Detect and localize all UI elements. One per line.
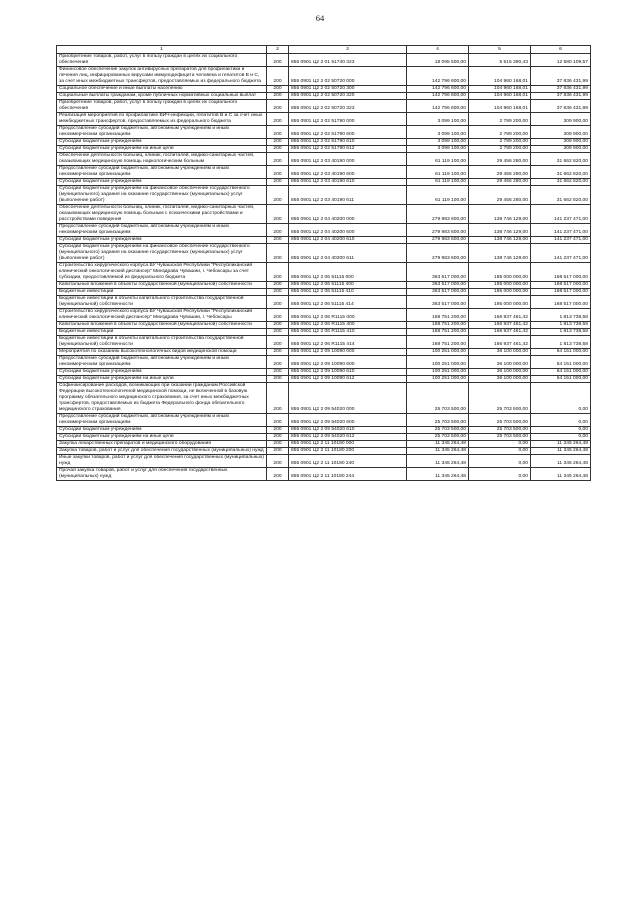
item-name-cell: Предоставление субсидий бюджетным, автономным учреждениям и иным некоммерческим организациям (57, 414, 267, 427)
executed-amount-cell: 0,00 (469, 448, 531, 455)
unexecuted-amount-cell: 37 836 431,99 (531, 67, 591, 86)
table-row (57, 153, 591, 166)
table-row (57, 376, 591, 383)
executed-amount-cell: 195 000 000,00 (469, 263, 531, 282)
unexecuted-amount-cell: 0,00 (531, 414, 591, 427)
unexecuted-amount-cell: 141 237 471,00 (531, 244, 591, 263)
table-body (57, 54, 591, 481)
approved-amount-cell: 25 703 500,00 (407, 414, 469, 427)
table-row (57, 336, 591, 349)
indicator-code-cell: 200 (267, 356, 289, 369)
budget-classification-code-cell: 855 0901 Ц2 2 06 R1115 400 (289, 322, 407, 329)
indicator-code-cell: 200 (267, 414, 289, 427)
unexecuted-amount-cell: 64 151 000,00 (531, 356, 591, 369)
approved-amount-cell: 61 119 100,00 (407, 186, 469, 205)
table-row (57, 86, 591, 93)
indicator-code-cell: 200 (267, 93, 289, 100)
item-name-cell: Прочая закупка товаров, работ и услуг для обеспечения государственных (муниципальных) нужд (57, 468, 267, 481)
indicator-code-cell: 200 (267, 54, 289, 67)
table-row (57, 289, 591, 296)
budget-classification-code-cell: 855 0901 Ц2 2 03 40190 600 (289, 166, 407, 179)
column-header: 6 (531, 46, 591, 54)
item-name-cell: Бюджетные инвестиции в объекты капитального строительства государственной (муниципальной) собственности (57, 336, 267, 349)
indicator-code-cell: 200 (267, 434, 289, 441)
column-header: 1 (57, 46, 267, 54)
budget-classification-code-cell: 855 0901 Ц2 2 04 40200 611 (289, 244, 407, 263)
executed-amount-cell: 29 456 280,00 (469, 179, 531, 186)
unexecuted-amount-cell: 168 517 000,00 (531, 296, 591, 309)
approved-amount-cell: 100 251 000,00 (407, 376, 469, 383)
item-name-cell: Социальное обеспечение и иные выплаты населению (57, 86, 267, 93)
budget-classification-code-cell: 855 0901 Ц2 2 02 50720 320 (289, 93, 407, 100)
unexecuted-amount-cell: 309 900,00 (531, 126, 591, 139)
item-name-cell: Бюджетные инвестиции (57, 289, 267, 296)
approved-amount-cell: 100 251 000,00 (407, 369, 469, 376)
table-row (57, 455, 591, 468)
item-name-cell: Приобретение товаров, работ, услуг в пользу граждан в целях их социального обеспечения (57, 100, 267, 113)
executed-amount-cell: 138 746 129,00 (469, 224, 531, 237)
approved-amount-cell: 142 796 600,00 (407, 93, 469, 100)
approved-amount-cell: 279 983 600,00 (407, 205, 469, 224)
approved-amount-cell: 18 095 500,00 (407, 54, 469, 67)
item-name-cell: Бюджетные инвестиции в объекты капитального строительства государственной (муниципальной) собственности (57, 296, 267, 309)
budget-classification-code-cell: 855 0901 Ц2 2 09 10090 000 (289, 349, 407, 356)
executed-amount-cell: 36 100 000,00 (469, 349, 531, 356)
unexecuted-amount-cell: 309 900,00 (531, 146, 591, 153)
approved-amount-cell: 142 796 600,00 (407, 100, 469, 113)
item-name-cell: Субсидии бюджетным учреждениям на финансовое обеспечение государственного (муниципального) задания на оказание государственных (муниципальных) услуг (выполнение работ) (57, 244, 267, 263)
executed-amount-cell: 166 937 461,42 (469, 322, 531, 329)
unexecuted-amount-cell: 141 237 471,00 (531, 237, 591, 244)
indicator-code-cell: 200 (267, 448, 289, 455)
budget-classification-code-cell: 855 0901 Ц2 2 02 50720 000 (289, 67, 407, 86)
approved-amount-cell: 25 703 500,00 (407, 427, 469, 434)
item-name-cell: Мероприятия по оказанию высокотехнологичных видов медицинской помощи (57, 349, 267, 356)
budget-classification-code-cell: 855 0901 Ц2 2 11 10180 200 (289, 448, 407, 455)
executed-amount-cell: 104 960 168,01 (469, 100, 531, 113)
column-header: 5 (469, 46, 531, 54)
item-name-cell: Предоставление субсидий бюджетным, автономным учреждениям и иным некоммерческим организациям (57, 126, 267, 139)
unexecuted-amount-cell: 309 900,00 (531, 113, 591, 126)
indicator-code-cell: 200 (267, 244, 289, 263)
executed-amount-cell: 138 746 129,00 (469, 237, 531, 244)
unexecuted-amount-cell: 37 836 431,99 (531, 100, 591, 113)
budget-classification-code-cell: 855 0901 Ц2 2 11 10180 240 (289, 455, 407, 468)
page-number: 64 (315, 13, 325, 23)
executed-amount-cell: 166 937 461,42 (469, 336, 531, 349)
approved-amount-cell: 3 099 100,00 (407, 126, 469, 139)
budget-classification-code-cell: 855 0901 Ц2 2 03 40190 611 (289, 186, 407, 205)
item-name-cell: Закупка лекарственных препаратов и медицинского оборудования (57, 441, 267, 448)
unexecuted-amount-cell: 0,00 (531, 427, 591, 434)
item-name-cell: Капитальные вложения в объекты государственной (муниципальной) собственности (57, 282, 267, 289)
executed-amount-cell: 36 100 000,00 (469, 356, 531, 369)
approved-amount-cell: 3 099 100,00 (407, 139, 469, 146)
approved-amount-cell: 279 983 600,00 (407, 244, 469, 263)
indicator-code-cell: 200 (267, 205, 289, 224)
budget-classification-code-cell: 855 0901 Ц2 2 11 10180 244 (289, 468, 407, 481)
approved-amount-cell: 11 345 264,48 (407, 448, 469, 455)
item-name-cell: Субсидии бюджетным учреждениям (57, 237, 267, 244)
unexecuted-amount-cell: 64 151 000,00 (531, 369, 591, 376)
executed-amount-cell: 195 000 000,00 (469, 282, 531, 289)
item-name-cell: Социальные выплаты гражданам, кроме публичных нормативных социальных выплат (57, 93, 267, 100)
indicator-code-cell: 200 (267, 349, 289, 356)
table-row (57, 100, 591, 113)
indicator-code-cell: 200 (267, 166, 289, 179)
indicator-code-cell: 200 (267, 455, 289, 468)
executed-amount-cell: 29 456 280,00 (469, 166, 531, 179)
executed-amount-cell: 195 000 000,00 (469, 296, 531, 309)
executed-amount-cell: 104 960 168,01 (469, 67, 531, 86)
item-name-cell: Иные закупки товаров, работ и услуг для обеспечения государственных (муниципальных) нужд (57, 455, 267, 468)
budget-execution-table (56, 45, 591, 481)
approved-amount-cell: 142 796 600,00 (407, 67, 469, 86)
unexecuted-amount-cell: 64 151 000,00 (531, 376, 591, 383)
budget-classification-code-cell: 855 0901 Ц2 2 06 R1115 414 (289, 336, 407, 349)
approved-amount-cell: 168 751 200,00 (407, 322, 469, 329)
unexecuted-amount-cell: 1 813 738,58 (531, 309, 591, 322)
indicator-code-cell: 200 (267, 263, 289, 282)
item-name-cell: Субсидии бюджетным учреждениям на иные цели (57, 376, 267, 383)
budget-classification-code-cell: 855 0901 Ц2 2 02 50720 323 (289, 100, 407, 113)
executed-amount-cell: 29 456 280,00 (469, 153, 531, 166)
approved-amount-cell: 11 345 264,48 (407, 468, 469, 481)
table-row (57, 383, 591, 414)
table-row (57, 296, 591, 309)
approved-amount-cell: 25 703 500,00 (407, 434, 469, 441)
unexecuted-amount-cell: 31 662 820,00 (531, 166, 591, 179)
approved-amount-cell: 168 751 200,00 (407, 336, 469, 349)
executed-amount-cell: 0,00 (469, 468, 531, 481)
unexecuted-amount-cell: 1 813 738,58 (531, 336, 591, 349)
unexecuted-amount-cell: 0,00 (531, 383, 591, 414)
item-name-cell: Субсидии бюджетным учреждениям (57, 139, 267, 146)
approved-amount-cell: 168 751 200,00 (407, 309, 469, 322)
table-row (57, 67, 591, 86)
executed-amount-cell: 138 746 129,00 (469, 205, 531, 224)
approved-amount-cell: 3 099 100,00 (407, 113, 469, 126)
unexecuted-amount-cell: 309 900,00 (531, 139, 591, 146)
table-row (57, 126, 591, 139)
executed-amount-cell: 25 703 500,00 (469, 427, 531, 434)
indicator-code-cell: 200 (267, 179, 289, 186)
table-row (57, 146, 591, 153)
table-row (57, 448, 591, 455)
indicator-code-cell: 200 (267, 100, 289, 113)
executed-amount-cell: 166 937 461,42 (469, 329, 531, 336)
unexecuted-amount-cell: 1 813 738,58 (531, 322, 591, 329)
table-row (57, 468, 591, 481)
budget-classification-code-cell: 855 0901 Ц2 2 09 10090 600 (289, 356, 407, 369)
indicator-code-cell: 200 (267, 146, 289, 153)
item-name-cell: Обеспечение деятельности больниц, клиник, госпиталей, медико-санитарных частей, оказывающих медицинскую помощь больным с психическими расстройствами и расстройствами поведения (57, 205, 267, 224)
table-row (57, 179, 591, 186)
budget-classification-code-cell: 855 0901 Ц2 2 06 51115 400 (289, 282, 407, 289)
approved-amount-cell: 363 517 000,00 (407, 263, 469, 282)
table-row (57, 369, 591, 376)
approved-amount-cell: 61 119 100,00 (407, 166, 469, 179)
budget-classification-code-cell: 855 0901 Ц2 2 06 R1115 410 (289, 329, 407, 336)
budget-classification-code-cell: 855 0901 Ц2 2 09 54020 612 (289, 434, 407, 441)
item-name-cell: Реализация мероприятий по профилактике ВИЧ-инфекции, гепатитов В и С за счет иных межбюджетных трансфертов, предоставляемых из федерального бюджета (57, 113, 267, 126)
budget-classification-code-cell: 855 0901 Ц2 2 09 10090 612 (289, 376, 407, 383)
table-row (57, 322, 591, 329)
item-name-cell: Обеспечение деятельности больниц, клиник, госпиталей, медико-санитарных частей, оказывающих медицинскую помощь наркологическим больным (57, 153, 267, 166)
approved-amount-cell: 61 119 100,00 (407, 153, 469, 166)
indicator-code-cell: 200 (267, 383, 289, 414)
budget-classification-code-cell: 855 0901 Ц2 2 06 R1115 000 (289, 309, 407, 322)
indicator-code-cell: 200 (267, 468, 289, 481)
item-name-cell: Софинансирование расходов, возникающих при оказании гражданам Российской Федерации высокотехнологичной медицинской помощи, не включенной в базовую программу обязательного медицинского страхования, за счет иных межбюджетных трансфертов, предоставляемых из бюджета Федерального фонда обязательного медицинского страхования (57, 383, 267, 414)
executed-amount-cell: 104 960 168,01 (469, 86, 531, 93)
executed-amount-cell: 25 703 500,00 (469, 414, 531, 427)
table-row (57, 441, 591, 448)
budget-classification-code-cell: 855 0901 Ц2 2 03 40190 610 (289, 179, 407, 186)
table-row (57, 237, 591, 244)
item-name-cell: Строительство хирургического корпуса БУ Чувашской Республики "Республиканский клинический онкологический диспансер" Минздрава Чувашии, г. Чебоксары (57, 309, 267, 322)
unexecuted-amount-cell: 1 813 738,58 (531, 329, 591, 336)
unexecuted-amount-cell: 37 836 431,99 (531, 93, 591, 100)
budget-classification-code-cell: 855 0901 Ц2 2 06 51115 410 (289, 289, 407, 296)
unexecuted-amount-cell: 168 517 000,00 (531, 263, 591, 282)
approved-amount-cell: 11 345 264,48 (407, 441, 469, 448)
table-row (57, 244, 591, 263)
budget-classification-code-cell: 855 0901 Ц2 2 01 51740 323 (289, 54, 407, 67)
indicator-code-cell: 200 (267, 282, 289, 289)
budget-classification-code-cell: 855 0901 Ц2 2 04 40200 000 (289, 205, 407, 224)
indicator-code-cell: 200 (267, 153, 289, 166)
approved-amount-cell: 168 751 200,00 (407, 329, 469, 336)
item-name-cell: Бюджетные инвестиции (57, 329, 267, 336)
unexecuted-amount-cell: 0,00 (531, 434, 591, 441)
table-row (57, 113, 591, 126)
indicator-code-cell: 200 (267, 139, 289, 146)
unexecuted-amount-cell: 64 151 000,00 (531, 349, 591, 356)
table-row (57, 434, 591, 441)
indicator-code-cell: 200 (267, 336, 289, 349)
indicator-code-cell: 200 (267, 186, 289, 205)
budget-classification-code-cell: 855 0901 Ц2 2 02 51790 610 (289, 139, 407, 146)
unexecuted-amount-cell: 168 517 000,00 (531, 282, 591, 289)
approved-amount-cell: 61 119 100,00 (407, 179, 469, 186)
table-row (57, 329, 591, 336)
approved-amount-cell: 100 251 000,00 (407, 356, 469, 369)
table-row (57, 205, 591, 224)
unexecuted-amount-cell: 31 662 820,00 (531, 153, 591, 166)
unexecuted-amount-cell: 12 580 109,57 (531, 54, 591, 67)
table-row (57, 414, 591, 427)
table-row (57, 93, 591, 100)
budget-classification-code-cell: 855 0901 Ц2 2 02 51790 612 (289, 146, 407, 153)
item-name-cell: Предоставление субсидий бюджетным, автономным учреждениям и иным некоммерческим организациям (57, 356, 267, 369)
unexecuted-amount-cell: 11 345 264,48 (531, 468, 591, 481)
item-name-cell: Предоставление субсидий бюджетным, автономным учреждениям и иным некоммерческим организациям (57, 224, 267, 237)
indicator-code-cell: 200 (267, 67, 289, 86)
indicator-code-cell: 200 (267, 322, 289, 329)
item-name-cell: Капитальные вложения в объекты государственной (муниципальной) собственности (57, 322, 267, 329)
item-name-cell: Субсидии бюджетным учреждениям (57, 179, 267, 186)
indicator-code-cell: 200 (267, 369, 289, 376)
indicator-code-cell: 200 (267, 309, 289, 322)
table-row (57, 263, 591, 282)
approved-amount-cell: 11 345 264,48 (407, 455, 469, 468)
item-name-cell: Субсидии бюджетным учреждениям (57, 369, 267, 376)
approved-amount-cell: 279 983 600,00 (407, 237, 469, 244)
budget-classification-code-cell: 855 0901 Ц2 2 09 54020 000 (289, 383, 407, 414)
budget-classification-code-cell: 855 0901 Ц2 2 06 51115 000 (289, 263, 407, 282)
indicator-code-cell: 200 (267, 296, 289, 309)
indicator-code-cell: 200 (267, 237, 289, 244)
budget-classification-code-cell: 855 0901 Ц2 2 09 54020 600 (289, 414, 407, 427)
table-row (57, 349, 591, 356)
table-row (57, 427, 591, 434)
unexecuted-amount-cell: 141 237 471,00 (531, 205, 591, 224)
executed-amount-cell: 0,00 (469, 441, 531, 448)
approved-amount-cell: 363 517 000,00 (407, 289, 469, 296)
executed-amount-cell: 25 703 500,00 (469, 383, 531, 414)
executed-amount-cell: 36 100 000,00 (469, 369, 531, 376)
budget-classification-code-cell: 855 0901 Ц2 2 04 40200 610 (289, 237, 407, 244)
item-name-cell: Субсидии бюджетным учреждениям на финансовое обеспечение государственного (муниципального) задания на оказание государственных (муниципальных) услуг (выполнение работ) (57, 186, 267, 205)
unexecuted-amount-cell: 11 345 264,48 (531, 441, 591, 448)
budget-classification-code-cell: 855 0901 Ц2 2 06 51115 414 (289, 296, 407, 309)
executed-amount-cell: 0,00 (469, 455, 531, 468)
approved-amount-cell: 100 251 000,00 (407, 349, 469, 356)
approved-amount-cell: 142 796 600,00 (407, 86, 469, 93)
unexecuted-amount-cell: 37 836 431,99 (531, 86, 591, 93)
table-row (57, 282, 591, 289)
unexecuted-amount-cell: 168 517 000,00 (531, 289, 591, 296)
approved-amount-cell: 363 517 000,00 (407, 282, 469, 289)
indicator-code-cell: 200 (267, 376, 289, 383)
executed-amount-cell: 5 515 390,43 (469, 54, 531, 67)
table-row (57, 54, 591, 67)
executed-amount-cell: 36 100 000,00 (469, 376, 531, 383)
item-name-cell: Предоставление субсидий бюджетным, автономным учреждениям и иным некоммерческим организациям (57, 166, 267, 179)
budget-classification-code-cell: 855 0901 Ц2 2 02 51790 000 (289, 113, 407, 126)
executed-amount-cell: 2 789 200,00 (469, 113, 531, 126)
indicator-code-cell: 200 (267, 289, 289, 296)
indicator-code-cell: 200 (267, 441, 289, 448)
table-row (57, 166, 591, 179)
table-row (57, 186, 591, 205)
approved-amount-cell: 279 983 600,00 (407, 224, 469, 237)
column-header: 2 (267, 46, 289, 54)
budget-classification-code-cell: 855 0901 Ц2 2 09 54020 610 (289, 427, 407, 434)
budget-classification-code-cell: 855 0901 Ц2 2 11 10180 000 (289, 441, 407, 448)
executed-amount-cell: 2 789 200,00 (469, 146, 531, 153)
budget-classification-code-cell: 855 0901 Ц2 2 02 51790 600 (289, 126, 407, 139)
indicator-code-cell: 200 (267, 427, 289, 434)
item-name-cell: Строительство хирургического корпуса БУ Чувашской Республики "Республиканский клинический онкологический диспансер" Минздрава Чувашии, г. Чебоксары за счет субсидии, предоставляемой из федерального бюджета (57, 263, 267, 282)
approved-amount-cell: 25 703 500,00 (407, 383, 469, 414)
item-name-cell: Субсидии бюджетным учреждениям (57, 427, 267, 434)
table-row (57, 356, 591, 369)
executed-amount-cell: 104 960 168,01 (469, 93, 531, 100)
executed-amount-cell: 29 456 280,00 (469, 186, 531, 205)
item-name-cell: Приобретение товаров, работ, услуг в пользу граждан в целях их социального обеспечения (57, 54, 267, 67)
indicator-code-cell: 200 (267, 86, 289, 93)
executed-amount-cell: 166 937 461,42 (469, 309, 531, 322)
budget-classification-code-cell: 855 0901 Ц2 2 03 40190 000 (289, 153, 407, 166)
executed-amount-cell: 25 703 500,00 (469, 434, 531, 441)
unexecuted-amount-cell: 31 662 820,00 (531, 179, 591, 186)
budget-classification-code-cell: 855 0901 Ц2 2 02 50720 300 (289, 86, 407, 93)
executed-amount-cell: 138 746 129,00 (469, 244, 531, 263)
executed-amount-cell: 2 789 200,00 (469, 139, 531, 146)
unexecuted-amount-cell: 141 237 471,00 (531, 224, 591, 237)
indicator-code-cell: 200 (267, 224, 289, 237)
table-row (57, 139, 591, 146)
budget-classification-code-cell: 855 0901 Ц2 2 04 40200 600 (289, 224, 407, 237)
column-header: 4 (407, 46, 469, 54)
executed-amount-cell: 195 000 000,00 (469, 289, 531, 296)
indicator-code-cell: 200 (267, 126, 289, 139)
table-row (57, 224, 591, 237)
item-name-cell: Субсидии бюджетным учреждениям на иные цели (57, 146, 267, 153)
budget-classification-code-cell: 855 0901 Ц2 2 09 10090 610 (289, 369, 407, 376)
approved-amount-cell: 363 517 000,00 (407, 296, 469, 309)
table-header-row (57, 46, 591, 54)
indicator-code-cell: 200 (267, 113, 289, 126)
column-header: 3 (289, 46, 407, 54)
item-name-cell: Субсидии бюджетным учреждениям на иные цели (57, 434, 267, 441)
item-name-cell: Закупка товаров, работ и услуг для обеспечения государственных (муниципальных) нужд (57, 448, 267, 455)
table-row (57, 309, 591, 322)
item-name-cell: Финансовое обеспечение закупок антивирусных препаратов для профилактики и лечения лиц, инфицированных вирусами иммунодефицита человека и гепатитов В и С, за счет иных межбюджетных трансфертов, предоставляемых из федерального бюджета (57, 67, 267, 86)
unexecuted-amount-cell: 11 345 264,48 (531, 448, 591, 455)
unexecuted-amount-cell: 31 662 820,00 (531, 186, 591, 205)
executed-amount-cell: 2 789 200,00 (469, 126, 531, 139)
unexecuted-amount-cell: 11 345 264,48 (531, 455, 591, 468)
indicator-code-cell: 200 (267, 329, 289, 336)
approved-amount-cell: 3 099 100,00 (407, 146, 469, 153)
